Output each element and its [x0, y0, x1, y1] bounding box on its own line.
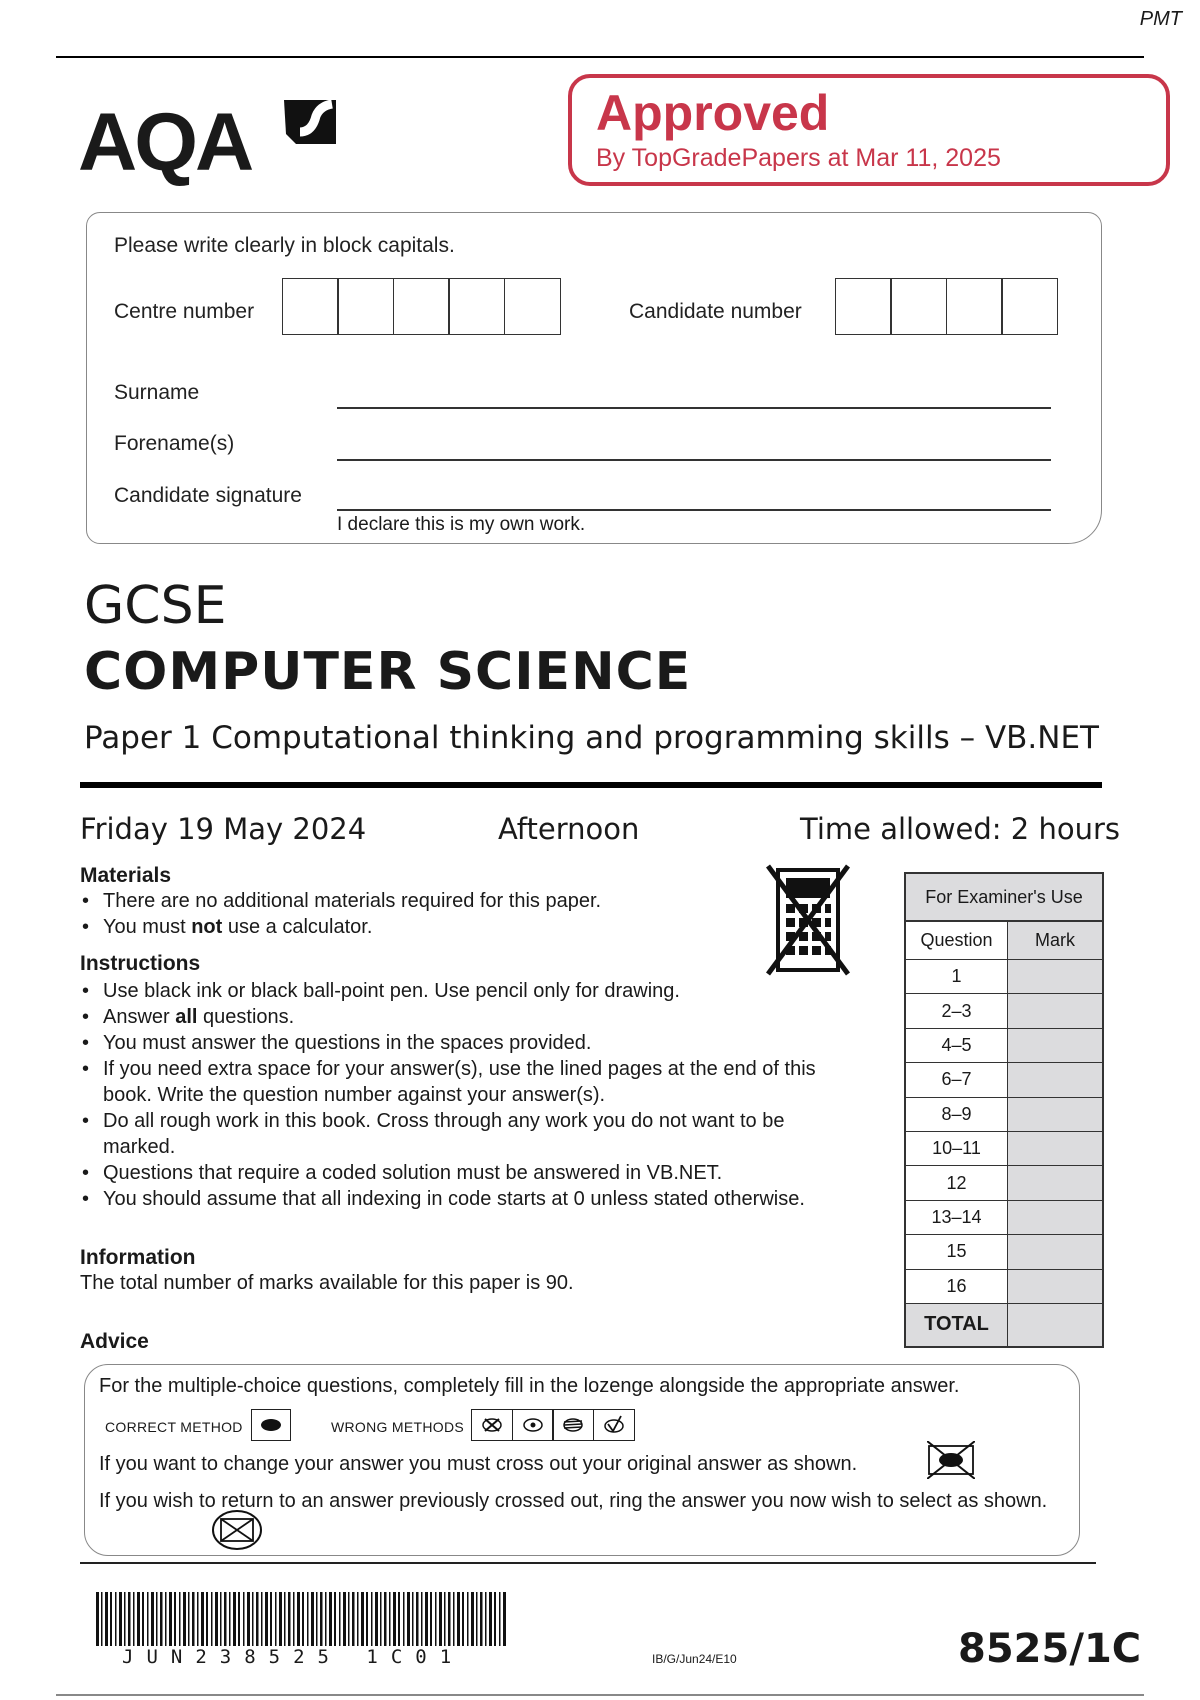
list-item: • You must answer the questions in the spaces provided. [80, 1030, 860, 1056]
advice-line-1: For the multiple-choice questions, completely fill in the lozenge alongside the appropriate answer. [99, 1375, 960, 1397]
table-row: 16 [906, 1270, 1102, 1304]
subject-title: COMPUTER SCIENCE [84, 642, 692, 702]
instructions-list [80, 978, 860, 1212]
top-divider [56, 56, 1144, 58]
declaration-text: I declare this is my own work. [337, 514, 586, 535]
advice-box [84, 1364, 1080, 1556]
instructions-heading: Instructions [80, 952, 201, 975]
block-capitals-instruction: Please write clearly in block capitals. [114, 234, 455, 257]
centre-digit-box[interactable] [393, 278, 450, 335]
candidate-digit-box[interactable] [890, 278, 947, 335]
information-text: The total number of marks available for this paper is 90. [80, 1272, 574, 1294]
table-row: 1 [906, 960, 1102, 994]
wrong-methods-label: WRONG METHODS [331, 1419, 465, 1435]
list-item: • If you need extra space for your answer(s), use the lined pages at the end of this book. Write the question number against your answer(s). [80, 1056, 860, 1108]
materials-heading: Materials [80, 864, 172, 887]
mark-cell [1008, 1063, 1102, 1096]
wrong-method-cross [471, 1409, 513, 1441]
centre-number-label: Centre number [114, 300, 255, 323]
centre-digit-box[interactable] [282, 278, 339, 335]
information-heading: Information [80, 1246, 196, 1269]
dotted-lozenge-icon [522, 1417, 544, 1433]
candidate-details-box [86, 212, 1102, 544]
list-item: • Answer all questions. [80, 1004, 860, 1030]
mark-cell [1008, 1235, 1102, 1268]
table-row: 6–7 [906, 1063, 1102, 1097]
logo-mark-icon [282, 94, 338, 146]
mark-cell [1008, 1029, 1102, 1062]
centre-digit-box[interactable] [448, 278, 505, 335]
advice-line-3: If you wish to return to an answer previously crossed out, ring the answer you now wish to select as shown. [99, 1490, 1048, 1512]
candidate-digit-box[interactable] [835, 278, 892, 335]
table-header-row [906, 922, 1102, 960]
mark-cell [1008, 1166, 1102, 1199]
table-row: 15 [906, 1235, 1102, 1269]
table-row: 12 [906, 1166, 1102, 1200]
centre-number-field[interactable] [283, 278, 561, 335]
barcode-text: JUN238525 1C01 [122, 1646, 465, 1668]
document-reference: IB/G/Jun24/E10 [652, 1652, 737, 1666]
title-divider [80, 782, 1102, 788]
list-item: • There are no additional materials required for this paper. [80, 888, 780, 914]
materials-list [80, 888, 780, 940]
list-item: • Questions that require a coded solution must be answered in VB.NET. [80, 1160, 860, 1186]
advice-heading: Advice [80, 1330, 149, 1353]
ticked-lozenge-icon [603, 1415, 625, 1435]
wrong-method-scribble [552, 1409, 594, 1441]
approved-stamp [568, 74, 1170, 186]
list-item: • You should assume that all indexing in code starts at 0 unless stated otherwise. [80, 1186, 860, 1212]
wrong-methods-lozenges [471, 1409, 635, 1441]
crossed-out-answer-icon [927, 1441, 975, 1479]
wrong-method-tick [593, 1409, 635, 1441]
mark-cell [1008, 1132, 1102, 1165]
correct-method-lozenge [251, 1409, 291, 1441]
time-allowed: Time allowed: 2 hours [800, 812, 1120, 846]
candidate-digit-box[interactable] [1001, 278, 1058, 335]
stamp-subtitle: By TopGradePapers at Mar 11, 2025 [596, 144, 1001, 172]
centre-digit-box[interactable] [337, 278, 394, 335]
total-label: TOTAL [906, 1304, 1008, 1346]
examiner-use-table [904, 872, 1104, 1348]
crossed-lozenge-icon [481, 1417, 503, 1433]
footer-divider [80, 1562, 1096, 1564]
surname-label: Surname [114, 381, 200, 404]
barcode-icon [96, 1592, 508, 1654]
ringed-answer-icon [211, 1509, 263, 1551]
scribbled-lozenge-icon [561, 1417, 585, 1433]
question-column-header: Question [906, 922, 1008, 959]
list-item: • Do all rough work in this book. Cross through any work you do not want to be marked. [80, 1108, 860, 1160]
table-row: 2–3 [906, 994, 1102, 1028]
logo-text: AQA [78, 97, 252, 188]
exam-session: Afternoon [498, 812, 640, 846]
candidate-number-label: Candidate number [629, 300, 802, 323]
table-row: 10–11 [906, 1132, 1102, 1166]
mark-column-header: Mark [1008, 922, 1102, 959]
surname-field[interactable] [337, 407, 1051, 409]
signature-field[interactable] [337, 509, 1051, 511]
mark-cell [1008, 960, 1102, 993]
correct-method-label: CORRECT METHOD [105, 1419, 243, 1435]
table-row: 8–9 [906, 1098, 1102, 1132]
paper-title: Paper 1 Computational thinking and programming skills – VB.NET [84, 720, 1099, 756]
signature-label: Candidate signature [114, 484, 302, 507]
advice-line-2: If you want to change your answer you must cross out your original answer as shown. [99, 1453, 858, 1475]
candidate-number-field[interactable] [836, 278, 1058, 335]
table-row: 13–14 [906, 1201, 1102, 1235]
total-row [906, 1304, 1102, 1346]
no-calculator-icon [766, 864, 850, 976]
corner-tag: PMT [1139, 8, 1182, 30]
qualification-level: GCSE [84, 576, 227, 636]
forename-label: Forename(s) [114, 432, 235, 455]
filled-lozenge-icon [260, 1418, 282, 1432]
examiner-table-heading: For Examiner's Use [906, 874, 1102, 922]
mark-cell [1008, 994, 1102, 1027]
list-item: • You must not use a calculator. [80, 914, 780, 940]
wrong-method-dot [512, 1409, 554, 1441]
paper-code: 8525/1C [958, 1626, 1142, 1672]
table-row: 4–5 [906, 1029, 1102, 1063]
mark-cell [1008, 1270, 1102, 1303]
forename-field[interactable] [337, 459, 1051, 461]
candidate-digit-box[interactable] [946, 278, 1003, 335]
mark-cell [1008, 1098, 1102, 1131]
exam-date: Friday 19 May 2024 [80, 812, 367, 846]
aqa-logo [78, 94, 348, 186]
list-item: • Use black ink or black ball-point pen. Use pencil only for drawing. [80, 978, 860, 1004]
stamp-title: Approved [596, 85, 830, 141]
mark-cell [1008, 1201, 1102, 1234]
total-mark-cell [1008, 1304, 1102, 1346]
page-bottom-divider [56, 1694, 1144, 1696]
centre-digit-box[interactable] [504, 278, 561, 335]
